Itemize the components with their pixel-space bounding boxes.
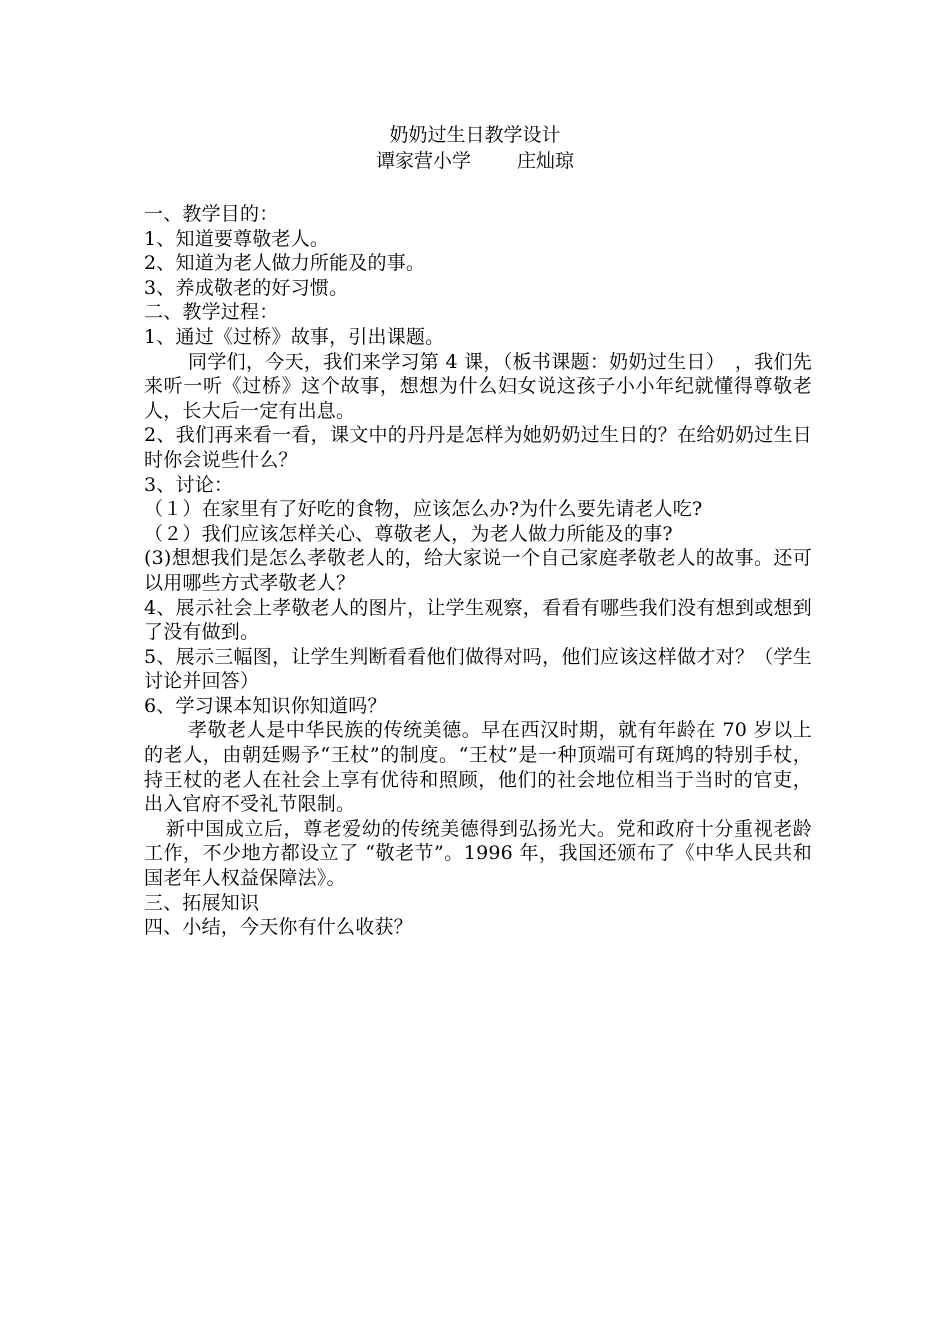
objective-item: 1、知道要尊敬老人。	[144, 227, 330, 250]
body-paragraph: 同学们，今天，我们来学习第 4 课，（板书课题：奶奶过生日） ，我们先来听一听《过桥》这个故事，想想为什么妇女说这孩子小小年纪就懂得尊敬老人，长大后一定有出息。	[144, 350, 812, 422]
process-step: 2、我们再来看一看，课文中的丹丹是怎样为她奶奶过生日的？在给奶奶过生日时你会说些什么？	[144, 424, 812, 471]
discussion-item: (3)想想我们是怎么孝敬老人的，给大家说一个自己家庭孝敬老人的故事。还可以用哪些方式孝敬老人？	[144, 547, 812, 594]
process-step: 1、通过《过桥》故事，引出课题。	[144, 325, 445, 348]
section-heading-objectives: 一、教学目的：	[144, 203, 279, 225]
byline	[0, 148, 950, 174]
section-heading-summary: 四、小结，今天你有什么收获？	[144, 916, 413, 939]
objective-item: 2、知道为老人做力所能及的事。	[144, 252, 426, 275]
process-step: 6、学习课本知识你知道吗？	[144, 694, 387, 717]
discussion-item: （２）我们应该怎样关心、尊敬老人，为老人做力所能及的事?	[144, 522, 673, 545]
document-header	[0, 122, 950, 174]
school-name: 谭家营小学	[375, 150, 471, 172]
process-step: 4、展示社会上孝敬老人的图片，让学生观察，看看有哪些我们没有想到或想到了没有做到。	[144, 596, 812, 644]
document-body	[144, 202, 812, 940]
objective-item: 3、养成敬老的好习惯。	[144, 276, 349, 299]
discussion-item: （１）在家里有了好吃的食物，应该怎么办?为什么要先请老人吃?	[144, 498, 703, 521]
section-heading-process: 二、教学过程：	[144, 301, 279, 324]
process-step: 5、展示三幅图，让学生判断看看他们做得对吗，他们应该这样做才对？（学生讨论并回答）	[144, 645, 812, 693]
body-paragraph: 新中国成立后，尊老爱幼的传统美德得到弘扬光大。党和政府十分重视老龄工作，不少地方都设立了 “敬老节”。1996 年，我国还颁布了《中华人民共和国老年人权益保障法》。	[144, 817, 812, 890]
author-name: 庄灿琼	[517, 150, 575, 172]
body-paragraph: 孝敬老人是中华民族的传统美德。早在西汉时期，就有年龄在 70 岁以上的老人，由朝廷赐予“王杖”的制度。“王杖”是一种顶端可有斑鸠的特别手杖，持王杖的老人在社会上享有优待和照顾，他们的社会地位相当于当时的官吏，出入官府不受礼节限制。	[144, 719, 812, 816]
section-heading-extension: 三、拓展知识	[144, 891, 260, 914]
process-step: 3、讨论：	[144, 473, 234, 496]
document-title: 奶奶过生日教学设计	[389, 124, 561, 146]
